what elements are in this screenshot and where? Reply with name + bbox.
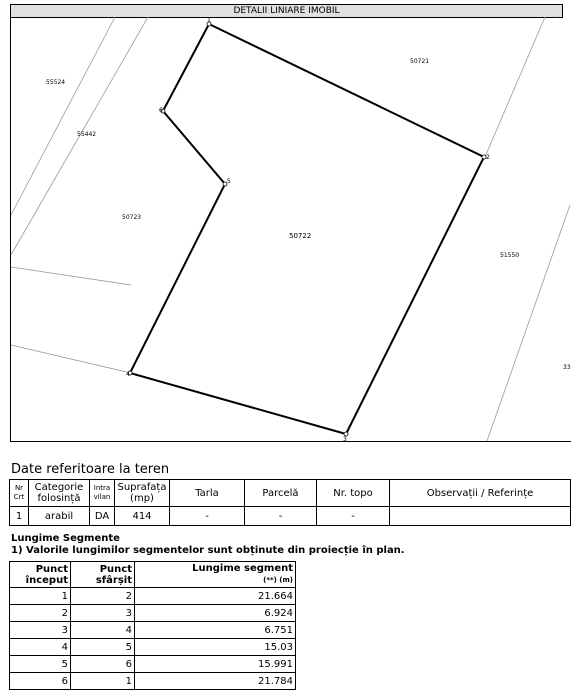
segments-table xyxy=(9,561,296,690)
length-header-label: Lungime segment xyxy=(192,563,293,574)
table-cell: 15.991 xyxy=(135,656,296,673)
neighbour-boundaries xyxy=(11,17,570,441)
table-cell: 6.751 xyxy=(135,622,296,639)
table-row xyxy=(10,673,296,690)
vertex-label: 2 xyxy=(486,154,490,161)
table-cell: 15.03 xyxy=(135,639,296,656)
col-header: Intra vilan xyxy=(90,480,115,507)
col-header: Nr. topo xyxy=(317,480,390,507)
land-table xyxy=(9,479,571,526)
table-cell: 3 xyxy=(10,622,71,639)
table-row xyxy=(10,622,296,639)
col-header: Punct sfârșit xyxy=(71,562,135,588)
col-header: Punct început xyxy=(10,562,71,588)
parcel-label: 33 xyxy=(563,364,571,371)
vertex-label: 6 xyxy=(159,107,163,114)
parcel-label: 51550 xyxy=(500,252,520,259)
parcel-outline xyxy=(130,24,484,434)
vertex-label: 4 xyxy=(126,371,130,378)
table-cell: 6 xyxy=(71,656,135,673)
table-cell: 4 xyxy=(10,639,71,656)
table-cell: - xyxy=(245,507,317,526)
vertex-label: 1 xyxy=(207,17,211,24)
segments-note: 1) Valorile lungimilor segmentelor sunt obținute din proiecție în plan. xyxy=(11,545,405,556)
table-cell: 3 xyxy=(71,605,135,622)
table-cell: 2 xyxy=(10,605,71,622)
table-cell: 6 xyxy=(10,673,71,690)
land-section-title: Date referitoare la teren xyxy=(11,462,170,477)
col-header: Parcelă xyxy=(245,480,317,507)
table-cell: 6.924 xyxy=(135,605,296,622)
table-row xyxy=(10,605,296,622)
table-row xyxy=(10,588,296,605)
table-cell: 5 xyxy=(71,639,135,656)
parcel-label: 50723 xyxy=(122,214,142,221)
parcel-label: 55524 xyxy=(46,79,66,86)
table-cell: arabil xyxy=(29,507,90,526)
length-header-unit: (**) (m) xyxy=(263,576,293,584)
table-row xyxy=(10,656,296,673)
col-header: Suprafața (mp) xyxy=(115,480,170,507)
table-cell: 21.664 xyxy=(135,588,296,605)
col-header: Tarla xyxy=(170,480,245,507)
table-cell: 1 xyxy=(10,507,29,526)
col-header xyxy=(135,562,296,588)
table-cell: 5 xyxy=(10,656,71,673)
table-cell: - xyxy=(317,507,390,526)
table-cell: 1 xyxy=(71,673,135,690)
table-cell xyxy=(390,507,571,526)
segments-title: Lungime Segmente xyxy=(11,533,120,544)
col-header: Nr Crt xyxy=(10,480,29,507)
vertex-label: 5 xyxy=(227,178,231,185)
vertex-label: 3 xyxy=(343,436,347,443)
table-cell: 21.784 xyxy=(135,673,296,690)
col-header: Observații / Referințe xyxy=(390,480,571,507)
col-header: Categorie folosință xyxy=(29,480,90,507)
table-cell: 4 xyxy=(71,622,135,639)
table-cell: 2 xyxy=(71,588,135,605)
table-cell: 1 xyxy=(10,588,71,605)
table-row xyxy=(10,639,296,656)
table-cell: DA xyxy=(90,507,115,526)
parcel-label: 50721 xyxy=(410,58,430,65)
map-title: DETALII LINIARE IMOBIL xyxy=(10,4,563,18)
table-cell: - xyxy=(170,507,245,526)
parcel-label: 55442 xyxy=(77,131,97,138)
table-cell: 414 xyxy=(115,507,170,526)
table-row xyxy=(10,507,571,526)
parcel-label: 50722 xyxy=(289,232,312,240)
